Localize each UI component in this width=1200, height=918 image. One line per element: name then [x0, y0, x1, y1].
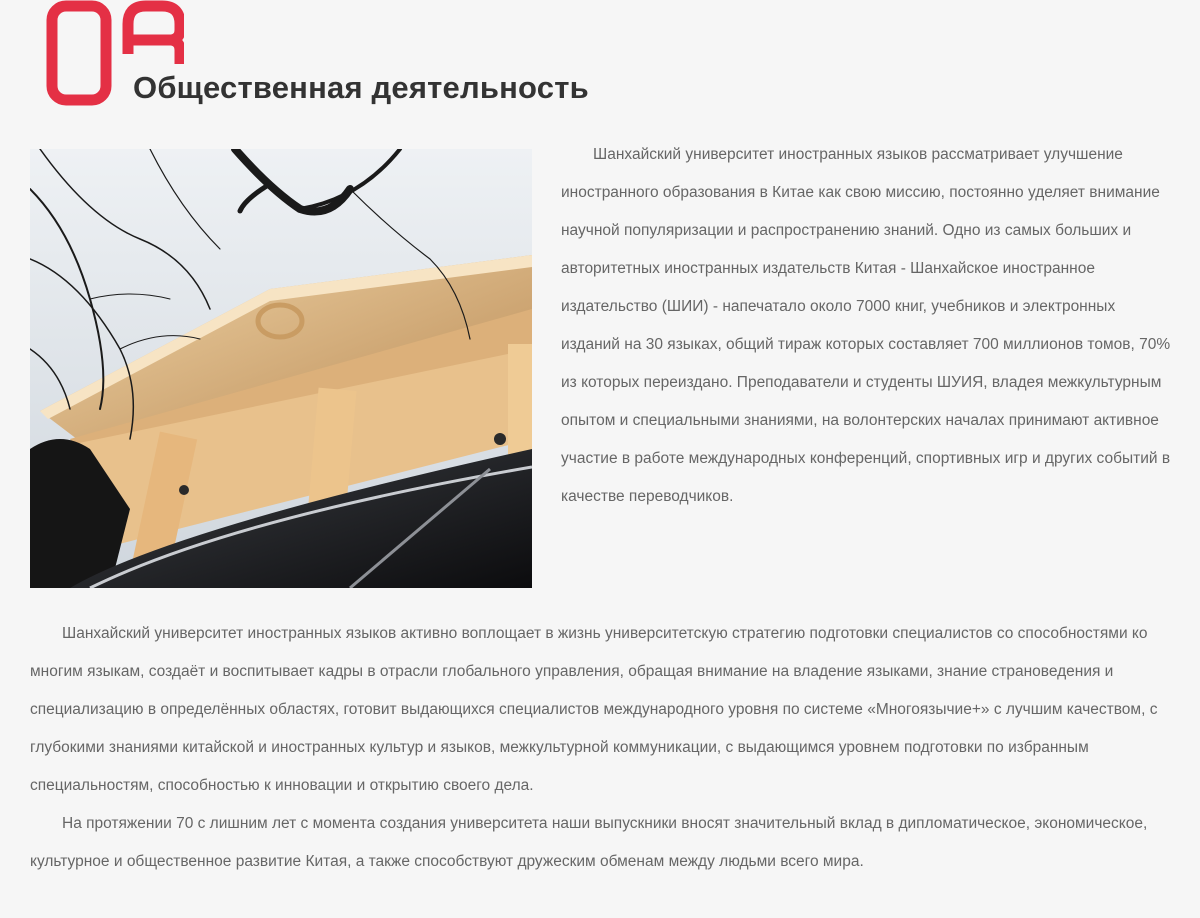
digit-zero-outline [52, 6, 106, 100]
body-text [30, 615, 1180, 881]
university-building-photo [30, 149, 532, 588]
body-paragraph-1: Шанхайский университет иностранных языков активно воплощает в жизнь университетскую стратегию подготовки специалистов со способностями ко многим языкам, создаёт и воспитывает кадры в отрасли глобального управления, обращая внимание на владение языками, знание страноведения и специализацию в определённых областях, готовит выдающихся специалистов международного уровня по системе «Многоязычие+» с лучшим качеством, с глубокими знаниями китайской и иностранных культур и языков, межкультурной коммуникации, с выдающимся уровнем подготовки по избранным специальностям, способностью к инновации и открытию своего дела. [30, 625, 1158, 794]
body-paragraph-2: На протяжении 70 с лишним лет с момента создания университета наши выпускники вносят значительный вклад в дипломатическое, экономическое, культурное и общественное развитие Китая, а также способствуют дружеским обменам между людьми всего мира. [30, 815, 1148, 870]
intro-paragraph: Шанхайский университет иностранных языков рассматривает улучшение иностранного образования в Китае как свою миссию, постоянно уделяет внимание научной популяризации и распространению знаний. Одно из самых больших и авторитетных иностранных издательств Китая - Шанхайское иностранное издательство (ШИИ) - напечатало около 7000 книг, учебников и электронных изданий на 30 языках, общий тираж которых составляет 700 миллионов томов, 70% из которых переиздано. Преподаватели и студенты ШУИЯ, владея межкультурным опытом и специальными знаниями, на волонтерских началах принимают активное участие в работе международных конференций, спортивных игр и других событий в качестве переводчиков. [561, 146, 1171, 505]
page-title: Общественная деятельность [133, 70, 589, 105]
section-header [0, 0, 1200, 120]
